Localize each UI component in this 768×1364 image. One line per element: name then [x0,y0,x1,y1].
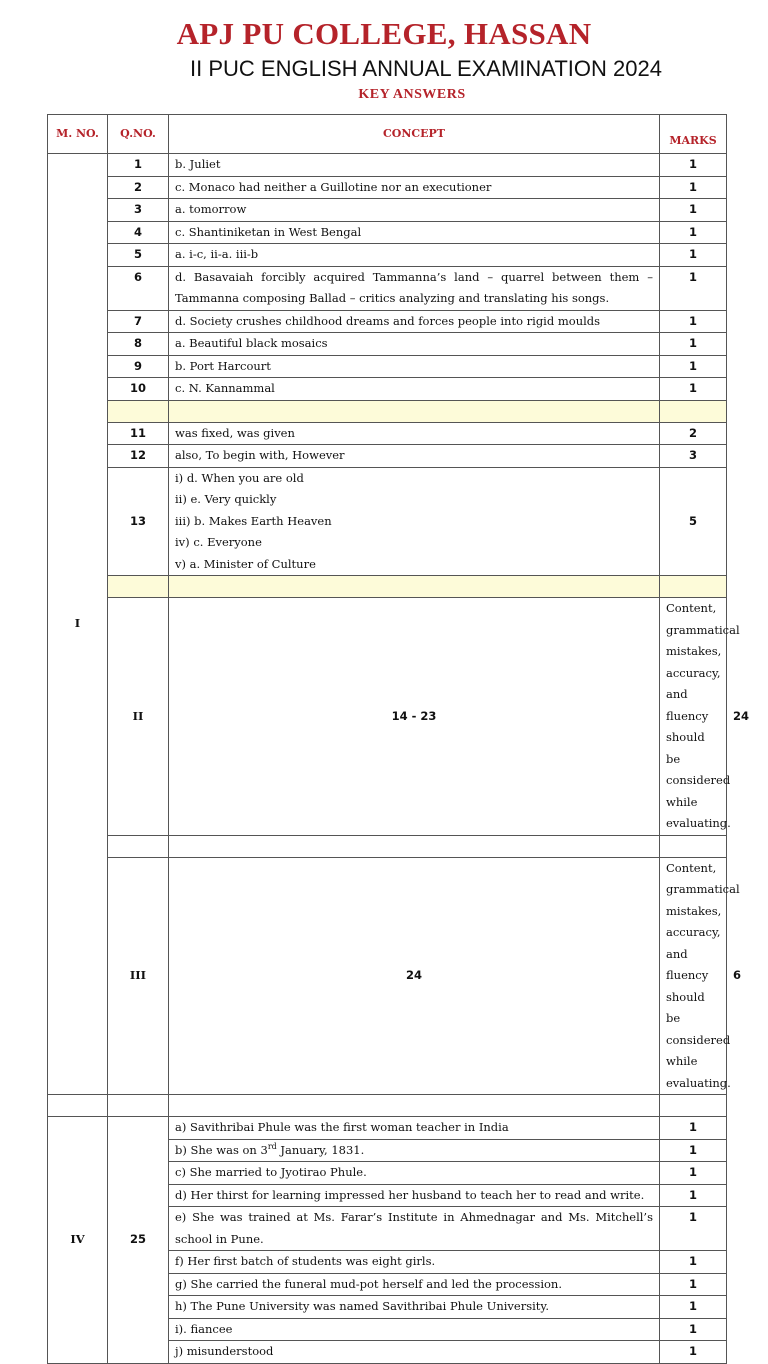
marks-value: 1 [660,378,727,401]
marks-value: 1 [660,1318,727,1341]
empty-cell [660,1095,727,1117]
answer-text: also, To begin with, However [169,445,660,468]
marks-value: 1 [660,199,727,222]
answer-text: d) Her thirst for learning impressed her husband to teach her to read and write. [169,1184,660,1207]
answer-text: a. tomorrow [169,199,660,222]
question-number: 2 [108,176,169,199]
answer-text: d. Basavaiah forcibly acquired Tammanna’s land – quarrel between them – Tammanna composing Ballad – critics analyzing and translating his songs. [169,266,660,310]
empty-cell [108,576,169,598]
table-row [48,333,727,356]
table-row [48,1117,727,1140]
answer-line: ii) e. Very quickly [175,492,277,506]
answer-text: a) Savithribai Phule was the first woman teacher in India [169,1117,660,1140]
header-mno: M. NO. [48,115,108,154]
answer-text: a. i-c, ii-a. iii-b [169,244,660,267]
question-number: 4 [108,221,169,244]
table-row [48,378,727,401]
marks-value: 1 [660,333,727,356]
answer-text: c. Shantiniketan in West Bengal [169,221,660,244]
empty-cell [48,1095,108,1117]
answer-text: c) She married to Jyotirao Phule. [169,1162,660,1185]
marks-value: 1 [660,1162,727,1185]
empty-cell [108,835,169,857]
section-label: I [48,154,108,1095]
answer-text: c. Monaco had neither a Guillotine nor an executioner [169,176,660,199]
question-number: 1 [108,154,169,177]
answer-text: i). fiancee [169,1318,660,1341]
table-row: II 14 - 23 Content, grammatical mistakes, accuracy, and fluency should be considered while evaluating. 24 [48,598,727,836]
marks-value: 2 [660,422,727,445]
empty-cell [169,576,660,598]
marks-value: 1 [660,1273,727,1296]
empty-cell [660,835,727,857]
marks-value: 1 [660,154,727,177]
empty-cell [169,400,660,422]
separator-row [48,835,727,857]
marks-value: 3 [660,445,727,468]
answer-key-table [47,114,750,1364]
section-label: IV [48,1117,108,1364]
answer-text: b. Juliet [169,154,660,177]
answer-text: Content, grammatical mistakes, accuracy, and fluency should be considered while evaluating. [660,598,727,836]
header-concept: CONCEPT [169,115,660,154]
answer-text [169,467,660,576]
marks-value: 1 [660,1117,727,1140]
table-row [48,310,727,333]
separator-row [48,576,727,598]
marks-value: 1 [660,310,727,333]
marks-value: 1 [660,1184,727,1207]
question-number: 14 - 23 [169,598,660,836]
answer-text: g) She carried the funeral mud-pot herself and led the procession. [169,1273,660,1296]
empty-cell [169,1095,660,1117]
question-number: 3 [108,199,169,222]
answer-line: i) d. When you are old [175,470,304,485]
question-number: 10 [108,378,169,401]
table-row [48,154,727,177]
marks-value: 1 [660,221,727,244]
answer-line: iv) c. Everyone [175,535,262,549]
answer-text: f) Her first batch of students was eight girls. [169,1251,660,1274]
question-number: 11 [108,422,169,445]
table-header-row [48,115,727,154]
marks-value: 1 [660,266,727,310]
marks-value: 1 [660,176,727,199]
question-number: 5 [108,244,169,267]
marks-value: 1 [660,244,727,267]
marks-value: 1 [660,1207,727,1251]
separator-row [48,1095,727,1117]
answer-line: iii) b. Makes Earth Heaven [175,513,332,528]
empty-cell [169,835,660,857]
empty-cell [108,1095,169,1117]
section-label: III [108,857,169,1095]
table-row [48,221,727,244]
header-marks: MARKS [660,115,727,154]
answer-text: a. Beautiful black mosaics [169,333,660,356]
exam-title: II PUC ENGLISH ANNUAL EXAMINATION 2024 [190,56,662,81]
answer-text: c. N. Kannammal [169,378,660,401]
marks-value: 1 [660,1251,727,1274]
answer-text: e) She was trained at Ms. Farar’s Institute in Ahmednagar and Ms. Mitchell’s school in Pune. [169,1207,660,1251]
answer-text: j) misunderstood [169,1341,660,1364]
answer-text: was fixed, was given [169,422,660,445]
answer-text: h) The Pune University was named Savithribai Phule University. [169,1296,660,1319]
empty-cell [660,576,727,598]
marks-value: 5 [660,467,727,576]
question-number: 6 [108,266,169,310]
question-number: 7 [108,310,169,333]
table-row [48,422,727,445]
empty-cell [108,400,169,422]
question-number: 9 [108,355,169,378]
marks-value: 1 [660,355,727,378]
answer-text: b. Port Harcourt [169,355,660,378]
table-row [48,266,727,310]
answer-text: d. Society crushes childhood dreams and forces people into rigid moulds [169,310,660,333]
key-answers-heading: KEY ANSWERS [358,87,466,102]
question-number: 25 [108,1117,169,1364]
answer-text: Content, grammatical mistakes, accuracy, and fluency should be considered while evaluating. [660,857,727,1095]
question-number: 13 [108,467,169,576]
question-number: 12 [108,445,169,468]
table-row [48,445,727,468]
marks-value: 1 [660,1341,727,1364]
question-number: 24 [169,857,660,1095]
marks-value: 1 [660,1296,727,1319]
answer-text: b) She was on 3rd January, 1831. [169,1139,660,1162]
empty-cell [660,400,727,422]
answer-line: v) a. Minister of Culture [175,556,316,571]
marks-value: 1 [660,1139,727,1162]
table-row [48,244,727,267]
table-row [48,176,727,199]
question-number: 8 [108,333,169,356]
table-row: III 24 Content, grammatical mistakes, accuracy, and fluency should be considered while evaluating. 6 [48,857,727,1095]
college-title: APJ PU COLLEGE, HASSAN [176,16,592,51]
table-row [48,355,727,378]
table-row [48,199,727,222]
table-row [48,467,727,576]
section-label: II [108,598,169,836]
header-qno: Q.NO. [108,115,169,154]
separator-row [48,400,727,422]
